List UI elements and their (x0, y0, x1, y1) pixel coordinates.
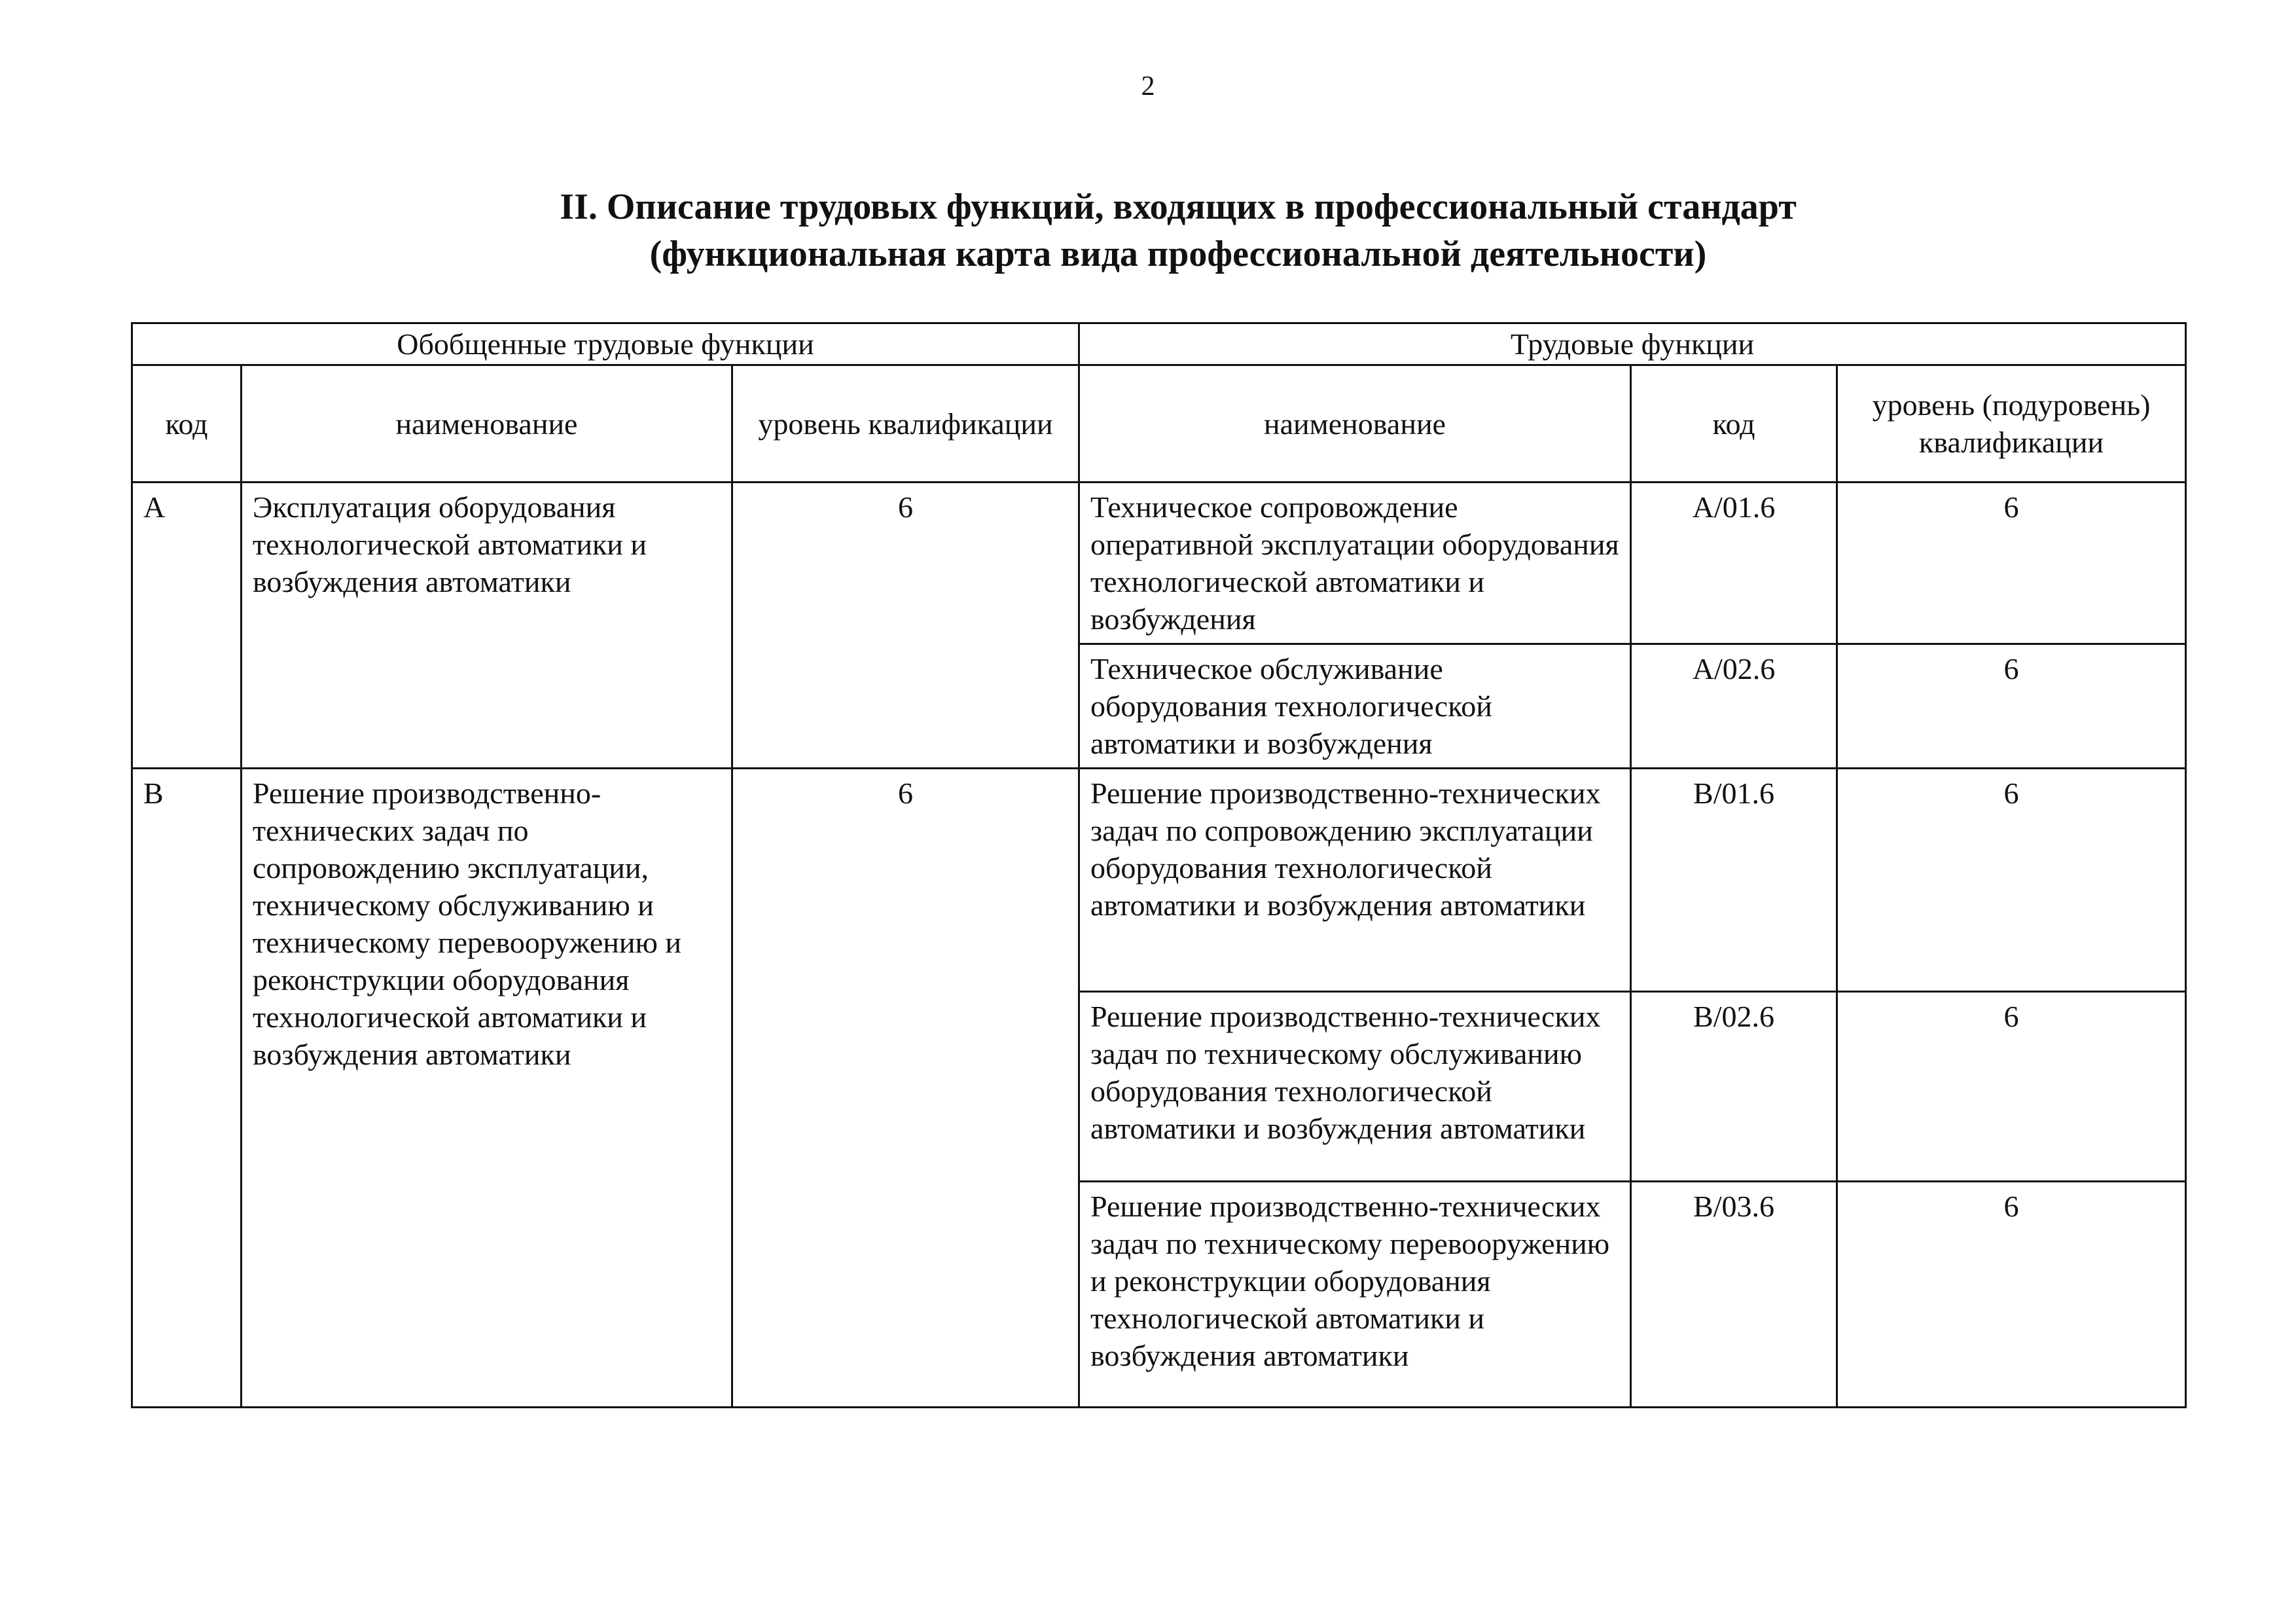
col-fn-code: код (1631, 365, 1837, 483)
fn-code-cell: A/01.6 (1631, 483, 1837, 644)
gen-code-cell: B (132, 769, 242, 1408)
fn-code-cell: B/01.6 (1631, 769, 1837, 992)
section-title (393, 183, 1964, 278)
fn-name-cell: Решение производственно-технических задач по техническому обслуживанию оборудования технологической автоматики и возбуждения автоматики (1079, 992, 1631, 1182)
page-number: 2 (1141, 71, 1155, 101)
gen-name-cell: Эксплуатация оборудования технологической автоматики и возбуждения автоматики (242, 483, 732, 769)
fn-level-cell: 6 (1837, 483, 2186, 644)
generalized-functions-header: Обобщенные трудовые функции (132, 323, 1079, 365)
fn-name-cell: Техническое обслуживание оборудования технологической автоматики и возбуждения (1079, 644, 1631, 769)
col-gen-name: наименование (242, 365, 732, 483)
fn-name-cell: Решение производственно-технических задач по сопровождению эксплуатации оборудования технологической автоматики и возбуждения автоматики (1079, 769, 1631, 992)
gen-level-cell: 6 (732, 769, 1079, 1408)
group-header-row (132, 323, 2186, 365)
column-header-row (132, 365, 2186, 483)
table-row (132, 483, 2186, 644)
fn-code-cell: B/02.6 (1631, 992, 1837, 1182)
section-title-line2: (функциональная карта вида профессиональной деятельности) (649, 234, 1707, 274)
gen-level-cell: 6 (732, 483, 1079, 769)
fn-code-cell: B/03.6 (1631, 1182, 1837, 1408)
fn-level-cell: 6 (1837, 769, 2186, 992)
section-title-line1: II. Описание трудовых функций, входящих в профессиональный стандарт (560, 187, 1797, 227)
gen-code-cell: A (132, 483, 242, 769)
col-fn-name: наименование (1079, 365, 1631, 483)
functional-map-table (131, 322, 2187, 1408)
fn-name-cell: Решение производственно-технических задач по техническому перевооружению и реконструкции оборудования технологической автоматики и возбуждения автоматики (1079, 1182, 1631, 1408)
fn-level-cell: 6 (1837, 644, 2186, 769)
col-gen-level: уровень квалификации (732, 365, 1079, 483)
gen-name-cell: Решение производственно-технических задач по сопровождению эксплуатации, техническому обслуживанию и техническому перевооружению и реконструкции оборудования технологической автоматики и возбуждения автоматики (242, 769, 732, 1408)
table-row (132, 769, 2186, 992)
fn-code-cell: A/02.6 (1631, 644, 1837, 769)
fn-level-cell: 6 (1837, 1182, 2186, 1408)
fn-level-cell: 6 (1837, 992, 2186, 1182)
col-fn-level: уровень (подуровень) квалификации (1837, 365, 2186, 483)
fn-name-cell: Техническое сопровождение оперативной эксплуатации оборудования технологической автоматики и возбуждения (1079, 483, 1631, 644)
labor-functions-header: Трудовые функции (1079, 323, 2186, 365)
col-gen-code: код (132, 365, 242, 483)
